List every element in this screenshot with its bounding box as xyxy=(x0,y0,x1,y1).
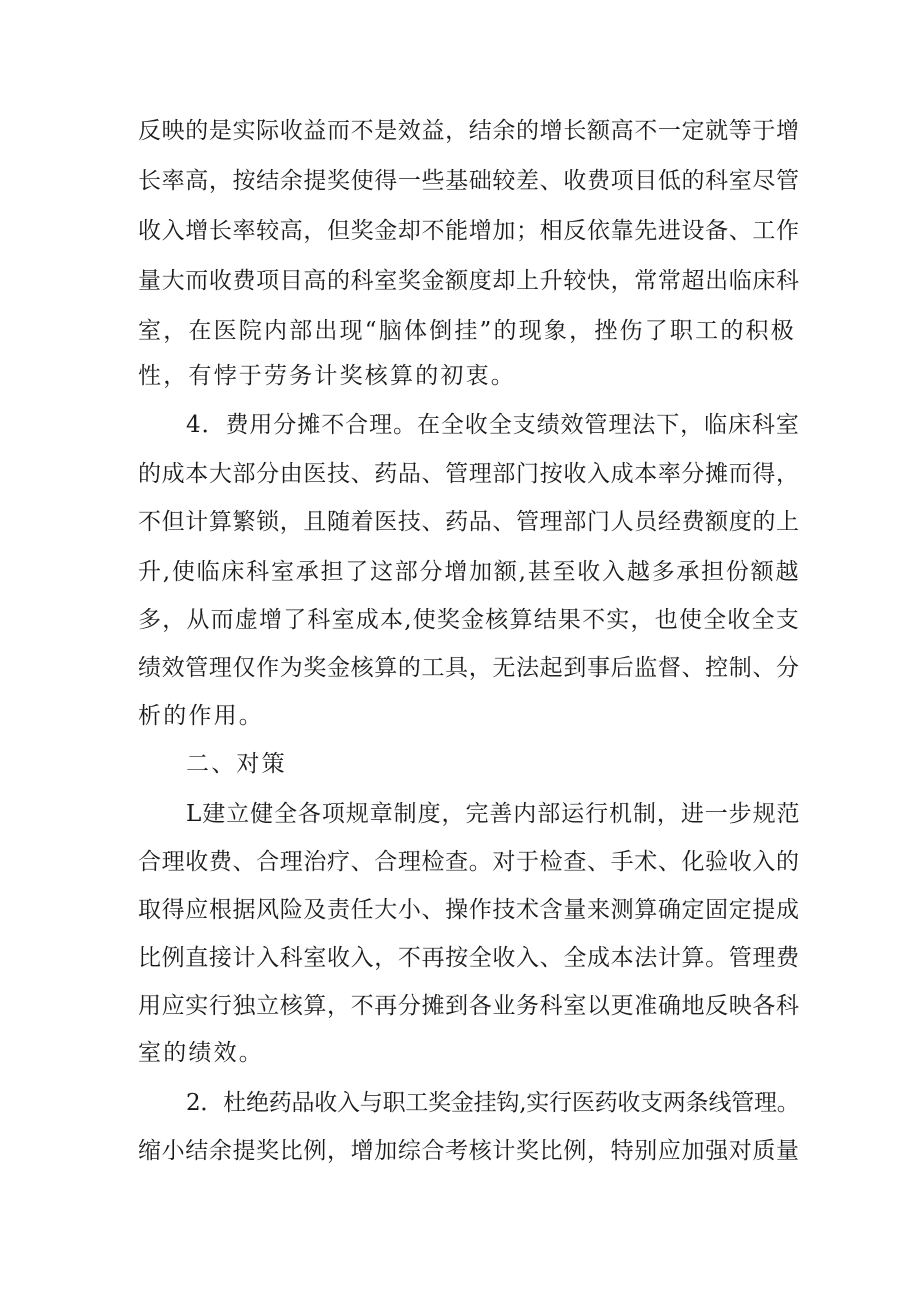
paragraph-line: L建立健全各项规章制度，完善内部运行机制，进一步规范 xyxy=(186,801,801,827)
paragraph-line: 绩效管理仅作为奖金核算的工具，无法起到事后监督、控制、分 xyxy=(138,655,800,681)
paragraph-line: 多，从而虚增了科室成本,使奖金核算结果不实，也使全收全支 xyxy=(138,607,800,633)
paragraph-line: 量大而收费项目高的科室奖金额度却上升较快，常常超出临床科 xyxy=(138,268,800,294)
paragraph-line: 升,使临床科室承担了这部分增加额,甚至收入越多承担份额越 xyxy=(138,559,801,585)
paragraph-line: 的成本大部分由医技、药品、管理部门按收入成本率分摊而得， xyxy=(138,461,800,487)
paragraph-line: 用应实行独立核算，不再分摊到各业务科室以更准确地反映各科 xyxy=(138,993,800,1019)
paragraph-line: 析的作用。 xyxy=(138,703,264,729)
paragraph-line: 取得应根据风险及责任大小、操作技术含量来测算确定固定提成 xyxy=(138,897,800,923)
paragraph-line: 缩小结余提奖比例，增加综合考核计奖比例，特别应加强对质量 xyxy=(138,1138,800,1164)
paragraph-line: 2．杜绝药品收入与职工奖金挂钩,实行医药收支两条线管理。 xyxy=(186,1090,800,1116)
section-heading: 二、对策 xyxy=(186,751,287,777)
paragraph-line: 长率高，按结余提奖使得一些基础较差、收费项目低的科室尽管 xyxy=(138,168,800,194)
paragraph-line: 室，在医院内部出现“脑体倒挂”的现象，挫伤了职工的积极 xyxy=(138,318,796,344)
paragraph-line: 4．费用分摊不合理。在全收全支绩效管理法下，临床科室 xyxy=(186,412,800,438)
paragraph-line: 比例直接计入科室收入，不再按全收入、全成本法计算。管理费 xyxy=(138,945,800,971)
paragraph-line: 收入增长率较高，但奖金却不能增加；相反依靠先进设备、工作 xyxy=(138,218,800,244)
paragraph-line: 反映的是实际收益而不是效益，结余的增长额高不一定就等于增 xyxy=(138,118,800,144)
paragraph-line: 性，有悖于劳务计奖核算的初衷。 xyxy=(138,363,516,389)
paragraph-line: 室的绩效。 xyxy=(138,1040,264,1066)
paragraph-line: 合理收费、合理治疗、合理检查。对于检查、手术、化验收入的 xyxy=(138,849,800,875)
paragraph-line: 不但计算繁锁，且随着医技、药品、管理部门人员经费额度的上 xyxy=(138,509,800,535)
